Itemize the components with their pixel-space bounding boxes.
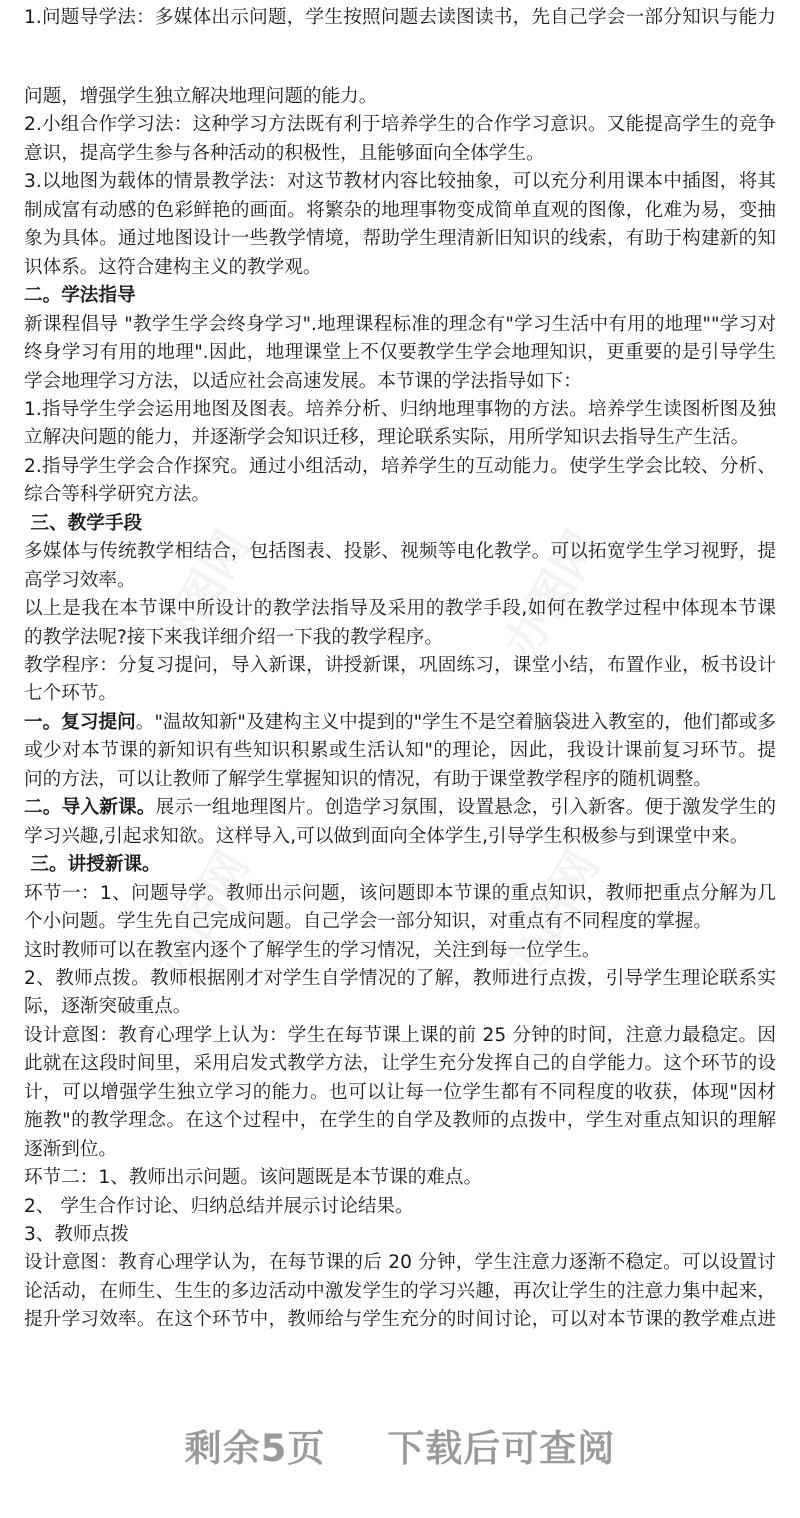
line-text: 或少对本节课的新知识有些知识积累或生活认知"的理论，因此，我设计课前复习环节。提 — [24, 740, 776, 762]
line-text: 展示一组地理图片。创造学习氛围，设置悬念，引入新客。便于激发学生的 — [155, 797, 776, 819]
line-text: 3、教师点拨 — [24, 1224, 129, 1245]
text-line — [24, 1164, 776, 1192]
line-text: 逐渐到位。 — [24, 1138, 117, 1160]
line-text: 提升学习效率。在这个环节中，教师给与学生充分的时间讨论，可以对本节课的教学难点进 — [24, 1309, 776, 1331]
line-text: 象为具体。通过地图设计一些教学情境，帮助学生理清新旧知识的线索，有助于构建新的知 — [24, 228, 776, 250]
bold-heading: 二。学法指导 — [24, 285, 136, 307]
text-line — [24, 937, 776, 965]
text-line — [24, 1221, 776, 1249]
line-text: 设计意图：教育心理学认为，在每节课的后 20 分钟，学生注意力逐渐不稳定。可以设置讨 — [24, 1252, 776, 1274]
line-text: 设计意图：教育心理学上认为：学生在每节课上课的前 25 分钟的时间，注意力最稳定。因 — [24, 1024, 776, 1046]
text-line — [24, 140, 776, 168]
bold-heading: 二。导入新课。 — [24, 797, 156, 819]
line-text: 环节二：1、教师出示问题。该问题既是本节课的难点。 — [24, 1167, 483, 1189]
text-line — [24, 1136, 776, 1164]
line-text: 制成富有动感的色彩鲜艳的画面。将繁杂的地理事物变成简单直观的图像，化难为易，变抽 — [24, 199, 776, 221]
line-text: 七个环节。 — [24, 683, 117, 705]
text-line — [24, 880, 776, 908]
text-line — [24, 1022, 776, 1050]
text-line — [24, 197, 776, 225]
text-line — [24, 709, 776, 737]
text-line — [24, 1278, 776, 1306]
text-line — [24, 83, 776, 111]
line-text: 1.指导学生学会运用地图及图表。培养分析、归纳地理事物的方法。培养学生读图析图及独 — [24, 398, 776, 420]
section-heading — [24, 282, 776, 310]
line-text: 环节一：1、问题导学。教师出示问题，该问题即本节课的重点知识，教师把重点分解为几 — [24, 882, 776, 904]
line-text: 学会地理学习方法，以适应社会高速发展。本节课的学法指导如下： — [24, 370, 582, 392]
text-line — [24, 311, 776, 339]
line-text: 个小问题。学生先自己完成问题。自己学会一部分知识，对重点有不同程度的掌握。 — [24, 911, 712, 933]
text-line — [24, 965, 776, 993]
bold-heading: 三。讲授新课。 — [24, 854, 161, 876]
section-heading — [24, 851, 776, 879]
line-text: 2、教师点拨。教师根据刚才对学生自学情况的了解，教师进行点拨，引导学生理论联系实 — [24, 967, 776, 989]
text-line — [24, 1079, 776, 1107]
line-text: 2、 学生合作讨论、归纳总结并展示讨论结果。 — [24, 1195, 414, 1217]
line-text: 3.以地图为载体的情景教学法：对这节教材内容比较抽象，可以充分利用课本中插图，将其 — [24, 171, 776, 193]
line-text: 论活动，在师生、生生的多边活动中激发学生的学习兴趣，再次让学生的注意力集中起来， — [24, 1280, 776, 1302]
line-text: 多媒体与传统教学相结合，包括图表、投影、视频等电化教学。可以拓宽学生学习视野，提 — [24, 541, 776, 563]
text-line — [24, 538, 776, 566]
line-text: 综合等科学研究方法。 — [24, 484, 210, 506]
line-text: 2.指导学生学会合作探究。通过小组活动，培养学生的互动能力。使学生学会比较、分析、 — [24, 455, 776, 477]
text-line — [24, 481, 776, 509]
text-line — [24, 908, 776, 936]
text-line — [24, 424, 776, 452]
text-line — [24, 1050, 776, 1078]
watermark: 办图网 — [143, 841, 260, 988]
line-text: 际，逐渐突破重点。 — [24, 996, 192, 1018]
download-to-view-label[interactable]: 下载后可查阅 — [387, 1427, 616, 1470]
text-line — [24, 4, 776, 32]
text-line — [24, 823, 776, 851]
line-text: 计，可以增强学生独立学习的能力。也可以让每一位学生都有不同程度的收获，体现"因材 — [24, 1081, 776, 1103]
line-text: 问题，增强学生独立解决地理问题的能力。 — [24, 86, 378, 107]
text-line — [24, 396, 776, 424]
line-text: 意识，提高学生参与各种活动的积极性，且能够面向全体学生。 — [24, 142, 545, 164]
line-text: 这时教师可以在教室内逐个了解学生的学习情况，关注到每一位学生。 — [24, 939, 601, 961]
text-line — [24, 368, 776, 396]
line-text: 以上是我在本节课中所设计的教学法指导及采用的教学手段,如何在教学过程中体现本节课 — [24, 598, 776, 620]
text-line — [24, 993, 776, 1021]
watermark: 办图网 — [143, 521, 260, 668]
line-text: 1.问题导学法：多媒体出示问题，学生按照问题去读图读书，先自己学会一部分知识与能力 — [24, 7, 776, 28]
text-line — [24, 254, 776, 282]
text-line — [24, 794, 776, 822]
line-text: 问的方法，可以让教师了解学生掌握知识的情况，有助于课堂教学程序的随机调整。 — [24, 768, 712, 790]
line-text: 2.小组合作学习法：这种学习方法既有利于培养学生的合作学习意识。又能提高学生的竞争 — [24, 114, 776, 136]
section-heading — [24, 510, 776, 538]
text-line — [24, 111, 776, 139]
line-text: 教学程序：分复习提问，导入新课，讲授新课，巩固练习，课堂小结，布置作业，板书设计 — [24, 655, 776, 676]
text-line — [24, 168, 776, 196]
text-line — [24, 624, 776, 652]
line-text: 终身学习有用的地理".因此，地理课堂上不仅要教学生学会地理知识，更重要的是引导学生 — [24, 342, 776, 364]
text-line — [24, 339, 776, 367]
watermark: 办图网 — [493, 841, 610, 988]
text-line — [24, 680, 776, 708]
text-line — [24, 766, 776, 794]
bold-heading: 三、教学手段 — [24, 512, 143, 534]
line-text: 学习兴趣,引起求知欲。这样导入,可以做到面向全体学生,引导学生积极参与到课堂中来。 — [24, 825, 749, 847]
bold-heading: 一。复习提问 — [24, 711, 136, 733]
line-text: 高学习效率。 — [24, 569, 136, 591]
text-line — [24, 225, 776, 253]
line-text: 此就在这段时间里，采用启发式教学方法，让学生充分发挥自己的自学能力。这个环节的设 — [24, 1053, 776, 1075]
line-text: 的教学法呢?接下来我详细介绍一下我的教学程序。 — [24, 626, 443, 648]
text-line — [24, 652, 776, 680]
text-line — [24, 1193, 776, 1221]
line-text: 。"温故知新"及建构主义中提到的"学生不是空着脑袋进入教室的，他们都或多 — [135, 711, 776, 733]
remaining-pages-label[interactable]: 剩余5页 — [184, 1427, 326, 1470]
text-line — [24, 595, 776, 623]
text-line — [24, 1107, 776, 1135]
text-line — [24, 453, 776, 481]
text-line — [24, 1306, 776, 1334]
line-text: 立解决问题的能力，并逐渐学会知识迁移，理论联系实际，用所学知识去指导生产生活。 — [24, 427, 750, 449]
watermark: 办图网 — [493, 521, 610, 668]
line-text: 施教"的教学理念。在这个过程中，在学生的自学及教师的点拨中，学生对重点知识的理解 — [24, 1110, 776, 1132]
line-text: 识体系。这符合建构主义的教学观。 — [24, 256, 322, 278]
line-text: 新课程倡导 "教学生学会终身学习".地理课程标准的理念有"学习生活中有用的地理""学习对 — [24, 313, 776, 335]
text-line — [24, 1249, 776, 1277]
text-line — [24, 737, 776, 765]
text-line — [24, 567, 776, 595]
download-prompt[interactable] — [0, 1418, 800, 1472]
